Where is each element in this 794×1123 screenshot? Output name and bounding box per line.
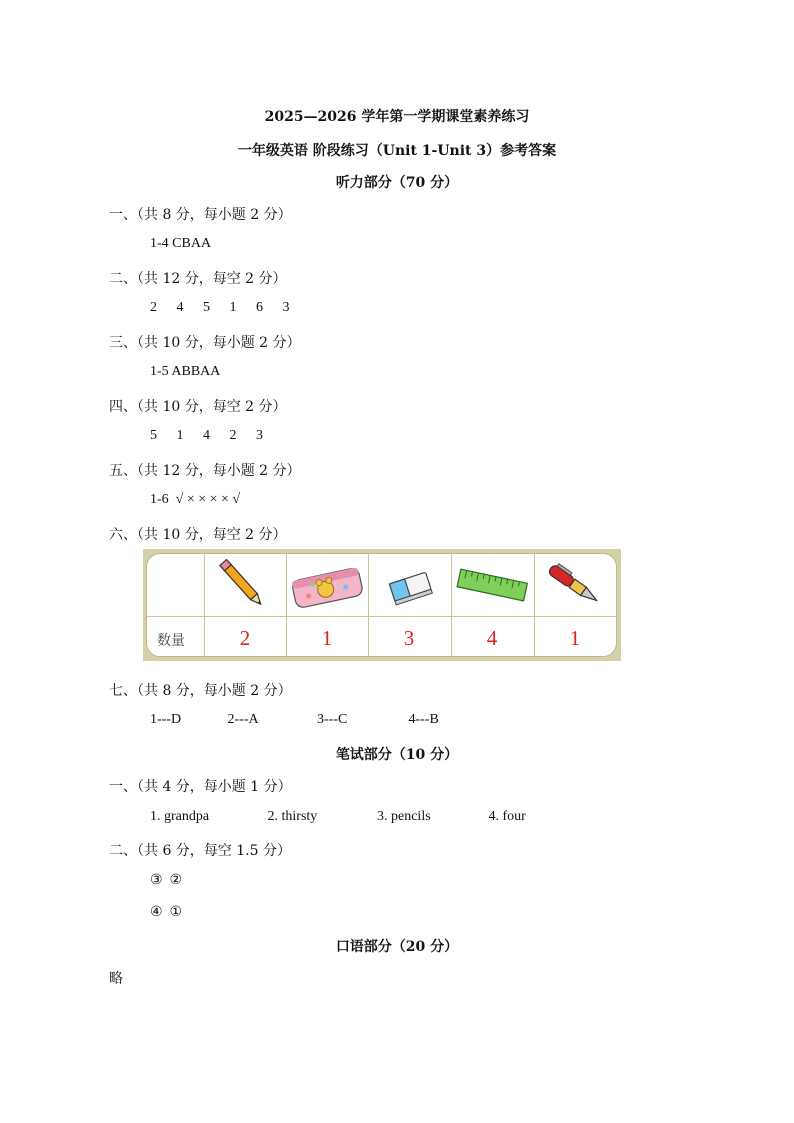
pencil-icon — [205, 558, 285, 614]
oral-answer: 略 — [109, 971, 123, 987]
answer-item: 5 — [203, 300, 210, 315]
answer-item: 4---B — [408, 712, 439, 727]
answer-item: 4. four — [488, 809, 526, 824]
answer-item: 2. thirsty — [267, 809, 318, 824]
listening-q7-answer — [150, 712, 439, 728]
page-title: 2025—2026 学年第一学期课堂素养练习 — [264, 109, 530, 125]
listening-q4-answer — [150, 428, 263, 444]
quantity-value-ruler: 4 — [486, 626, 498, 650]
listening-q3-head: 三、（共 10 分，每小题 2 分） — [109, 335, 301, 351]
oral-heading: 口语部分（20 分） — [335, 939, 459, 955]
writing-q2-head: 二、（共 6 分，每空 1.5 分） — [109, 843, 291, 859]
quantity-value-pencil: 2 — [239, 626, 251, 650]
writing-q2-answer-line2: ④ ① — [150, 905, 183, 920]
answer-item: 3 — [282, 300, 290, 315]
writing-q2-answer-line1: ③ ② — [150, 873, 183, 888]
quantity-table — [143, 549, 621, 661]
answer-item: 1 — [229, 300, 237, 315]
answer-item: 6 — [256, 300, 263, 315]
answer-item: 5 — [150, 428, 157, 443]
answer-item: 4 — [176, 300, 184, 315]
quantity-value-pencil-case: 1 — [321, 626, 333, 650]
listening-q1-answer: 1-4 CBAA — [150, 236, 212, 251]
writing-heading: 笔试部分（10 分） — [335, 747, 459, 763]
writing-q1-answer — [150, 809, 526, 825]
answer-item: 3---C — [317, 712, 348, 727]
listening-q2-head: 二、（共 12 分，每空 2 分） — [109, 271, 287, 287]
answer-item: 2 — [229, 428, 237, 443]
listening-q7-head: 七、（共 8 分，每小题 2 分） — [109, 683, 292, 699]
answer-item: 2 — [150, 300, 157, 315]
listening-heading: 听力部分（70 分） — [335, 175, 459, 191]
quantity-value-eraser: 3 — [403, 626, 415, 650]
writing-q1-head: 一、（共 4 分，每小题 1 分） — [109, 779, 292, 795]
answer-item: 1---D — [150, 712, 182, 727]
quantity-row-label: 数量 — [157, 633, 185, 649]
listening-q5-answer: 1-6 √ × × × × √ — [150, 492, 241, 507]
listening-q4-head: 四、（共 10 分，每空 2 分） — [109, 399, 287, 415]
listening-q2-answer — [150, 300, 290, 316]
listening-q1-head: 一、（共 8 分，每小题 2 分） — [109, 207, 292, 223]
listening-q5-head: 五、（共 12 分，每小题 2 分） — [109, 463, 301, 479]
answer-item: 4 — [203, 428, 210, 443]
pen-icon — [535, 558, 615, 614]
listening-q3-answer: 1-5 ABBAA — [150, 364, 221, 379]
page-subtitle: 一年级英语 阶段练习（Unit 1-Unit 3）参考答案 — [237, 143, 557, 159]
ruler-icon — [452, 558, 532, 614]
answer-item: 1 — [176, 428, 184, 443]
pencil-case-icon — [287, 558, 367, 614]
answer-item: 3 — [256, 428, 263, 443]
answer-item: 3. pencils — [377, 809, 431, 824]
answer-item: 2---A — [227, 712, 259, 727]
quantity-value-pen: 1 — [569, 626, 581, 650]
answer-item: 1. grandpa — [150, 809, 210, 824]
eraser-icon — [369, 558, 449, 614]
listening-q6-head: 六、（共 10 分，每空 2 分） — [109, 527, 287, 543]
